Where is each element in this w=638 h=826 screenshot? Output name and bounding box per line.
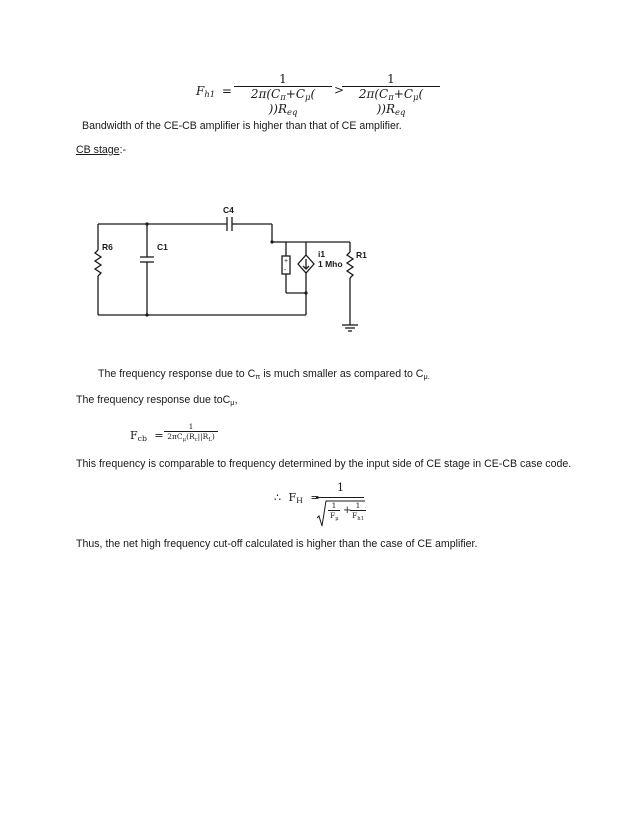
eq-cb-denominator: $2\pi C_\mu(R_c||R_L)$ <box>164 431 218 443</box>
eq-cb-fraction <box>164 422 218 443</box>
svg-text:-: - <box>284 267 287 274</box>
eq1-lhs: F <box>196 84 205 98</box>
cb-stage-heading-text: CB stage <box>76 144 120 156</box>
r6-resistor <box>95 250 101 276</box>
eq1-denominator-right: $2\pi(C_\pi+C_\mu$( ))$R_{eq}$ <box>342 86 440 117</box>
eq-h-lhs-sub: H <box>296 496 303 505</box>
eq1-greater-than: > <box>334 83 345 97</box>
eq-h-inner-fraction-2: $\frac{1}{F_{h1}}$ <box>350 501 366 522</box>
eq1-numerator-right: 1 <box>387 72 395 86</box>
svg-text:+: + <box>284 258 289 265</box>
r1-resistor <box>347 252 353 278</box>
paragraph-freq-pi: The frequency response due to $C_\pi$ is much smaller as compared to $C_{\mu.}$ <box>98 368 430 381</box>
equation-fh <box>274 480 374 528</box>
label-i1-value: 1 Mho <box>318 259 343 269</box>
eq1-fraction-right <box>342 72 440 117</box>
paragraph-freq-mu: The frequency response due toC$_\mu$, <box>76 394 238 407</box>
paragraph-bandwidth: Bandwidth of the CE-CB amplifier is higher than that of CE amplifier. <box>82 120 402 132</box>
label-r6: R6 <box>102 242 113 252</box>
eq-cb-equals: = <box>154 429 164 442</box>
eq-cb-lhs-sub: cb <box>137 434 147 443</box>
paragraph-comparable: This frequency is comparable to frequency determined by the input side of CE stage in CE-CB case code. <box>76 458 572 470</box>
eq-h-numerator: 1 <box>337 481 344 494</box>
cb-stage-heading <box>76 144 126 157</box>
eq-h-therefore: ∴ <box>274 491 281 504</box>
eq-h-equals: = <box>310 491 320 504</box>
eq1-denominator-left: $2\pi(C_\pi+C_\mu$( ))$R_{eq}$ <box>234 86 332 117</box>
equation-fh1 <box>196 72 456 117</box>
eq1-fraction-left <box>234 72 332 117</box>
label-r1: R1 <box>356 250 367 260</box>
equation-fcb <box>130 422 250 452</box>
cb-stage-circuit <box>80 200 380 335</box>
eq1-numerator-left: 1 <box>279 72 287 86</box>
cb-stage-heading-suffix: :- <box>119 144 127 156</box>
eq1-equals: = <box>221 84 232 98</box>
eq-cb-lhs: F <box>130 429 138 442</box>
label-c4: C4 <box>223 205 234 215</box>
label-i1: i1 <box>318 249 326 259</box>
eq1-lhs-sub: h1 <box>204 89 216 99</box>
eq-h-lhs: F <box>288 491 297 504</box>
eq-cb-numerator: 1 <box>188 422 194 431</box>
label-c1: C1 <box>157 242 168 252</box>
eq-h-plus: + <box>343 505 352 516</box>
paragraph-thus: Thus, the net high frequency cut-off calculated is higher than the case of CE amplifier. <box>76 538 478 550</box>
eq-h-inner-fraction-1: $\frac{1}{F_\mu}$ <box>330 501 339 522</box>
